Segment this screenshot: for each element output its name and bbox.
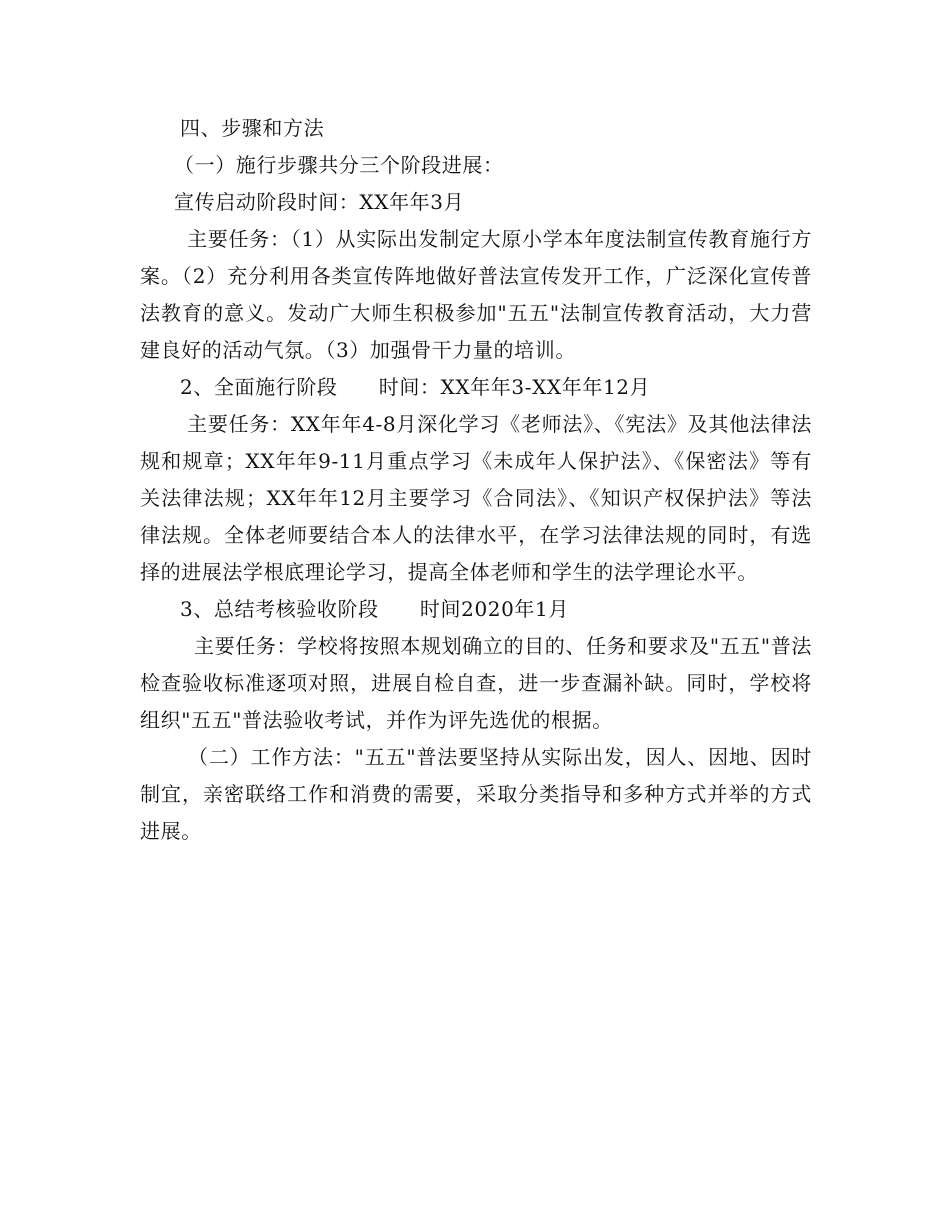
- section-heading: 四、步骤和方法: [180, 116, 325, 140]
- stage-title: 2、全面施行阶段 时间：XX年年3-XX年年12月: [180, 375, 651, 399]
- subsection-heading: （一）施行步骤共分三个阶段进展：: [174, 153, 504, 177]
- paragraph: 主要任务：XX年年4-8月深化学习《老师法》、《宪法》及其他法律法规和规章；XX年年9-11月重点学习《未成年人保护法》、《保密法》等有关法律法规；XX年年12月主要学习《合同法》、《知识产权保护法》等法律法规。全体老师要结合本人的法律水平，在学习法律法规的同时，有选择的进展法学根底理论学习，提高全体老师和学生的法学理论水平。: [140, 412, 812, 584]
- paragraph: 主要任务：（1）从实际出发制定大原小学本年度法制宣传教育施行方案。（2）充分利用各类宣传阵地做好普法宣传发开工作，广泛深化宣传普法教育的意义。发动广大师生积极参加"五五"法制宣传教育活动，大力营建良好的活动气氛。（3）加强骨干力量的培训。: [140, 227, 812, 362]
- stage-title: 宣传启动阶段时间：XX年年3月: [174, 190, 465, 214]
- document-body: [140, 110, 812, 850]
- paragraph: 主要任务：学校将按照本规划确立的目的、任务和要求及"五五"普法检查验收标准逐项对照，进展自检自查，进一步查漏补缺。同时，学校将组织"五五"普法验收考试，并作为评先选优的根据。: [140, 634, 812, 732]
- stage-title: 3、总结考核验收阶段 时间2020年1月: [180, 597, 569, 621]
- paragraph: （二）工作方法："五五"普法要坚持从实际出发，因人、因地、因时制宜，亲密联络工作和消费的需要，采取分类指导和多种方式并举的方式进展。: [140, 745, 812, 843]
